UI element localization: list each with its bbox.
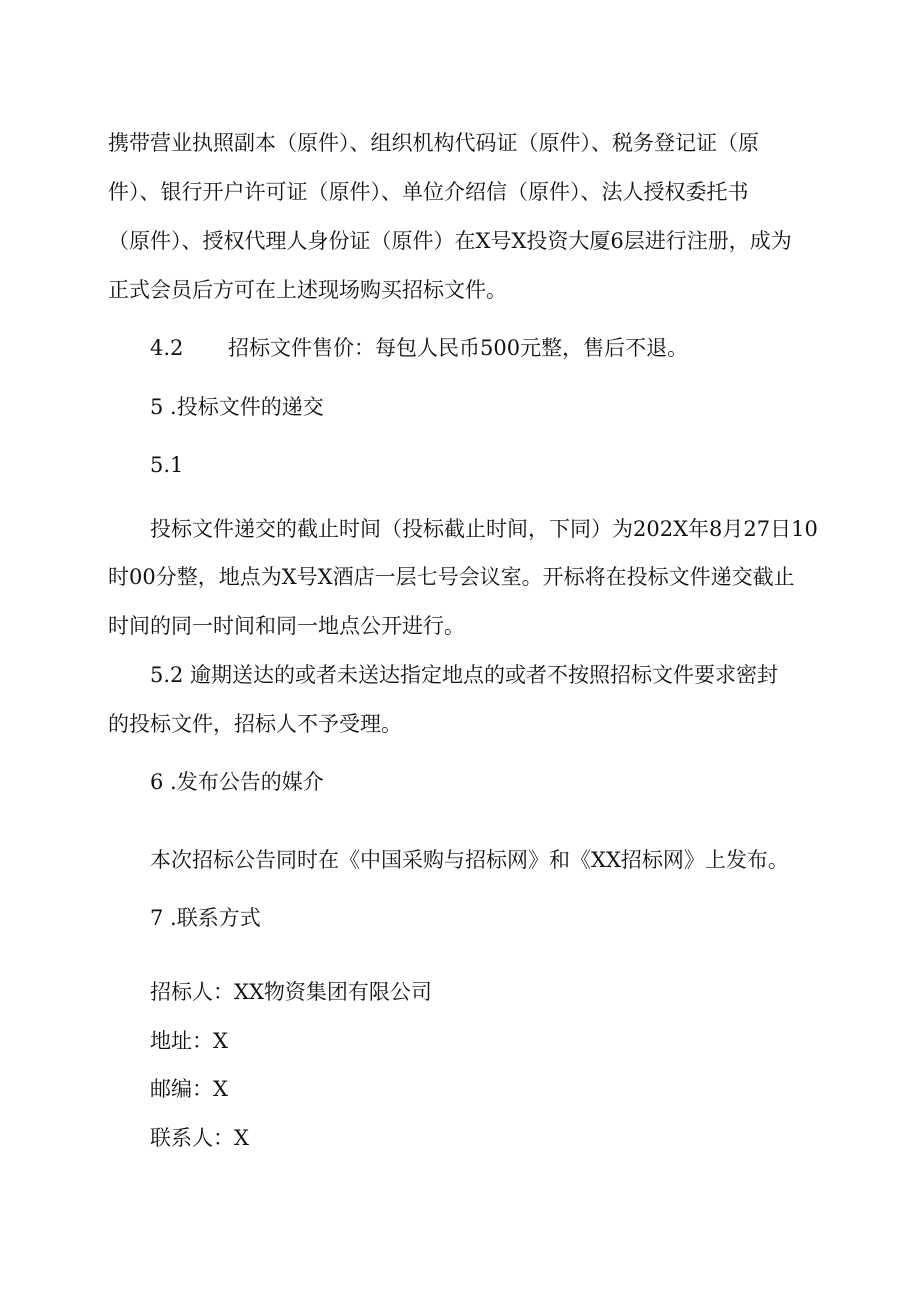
paragraph-line: 的投标文件，招标人不予受理。 <box>108 712 402 736</box>
contact-person: 联系人：X <box>150 1126 249 1150</box>
paragraph-line: 正式会员后方可在上述现场购买招标文件。 <box>108 278 507 302</box>
clause-4-2 <box>150 336 688 360</box>
clause-number: 4.2 <box>150 336 184 360</box>
paragraph-line: 件）、银行开户许可证（原件）、单位介绍信（原件）、法人授权委托书 <box>108 180 749 204</box>
paragraph-line: 时间的同一时间和同一地点公开进行。 <box>108 614 465 638</box>
paragraph-line: 投标文件递交的截止时间（投标截止时间，下同）为202X年8月27日10 <box>150 517 818 541</box>
paragraph-line: 时00分整，地点为X号X酒店一层七号会议室。开标将在投标文件递交截止 <box>108 565 795 589</box>
contact-bidder: 招标人：XX物资集团有限公司 <box>150 980 432 1004</box>
section-heading-5: 5 .投标文件的递交 <box>150 395 324 419</box>
contact-postcode: 邮编：X <box>150 1077 228 1101</box>
paragraph-line: （原件）、授权代理人身份证（原件）在X号X投资大厦6层进行注册，成为 <box>108 229 792 253</box>
media-statement: 本次招标公告同时在《中国采购与招标网》和《XX招标网》上发布。 <box>150 848 789 872</box>
paragraph-line: 携带营业执照副本（原件）、组织机构代码证（原件）、税务登记证（原 <box>108 131 759 155</box>
clause-5-2 <box>150 663 778 687</box>
clause-text: 招标文件售价：每包人民币500元整，售后不退。 <box>228 336 689 360</box>
contact-address: 地址：X <box>150 1029 228 1053</box>
section-heading-7: 7 .联系方式 <box>150 906 261 930</box>
clause-number-5-1: 5.1 <box>150 453 184 477</box>
section-heading-6: 6 .发布公告的媒介 <box>150 770 324 794</box>
clause-number: 5.2 <box>150 663 184 687</box>
clause-text: 逾期送达的或者未送达指定地点的或者不按照招标文件要求密封 <box>190 663 778 687</box>
